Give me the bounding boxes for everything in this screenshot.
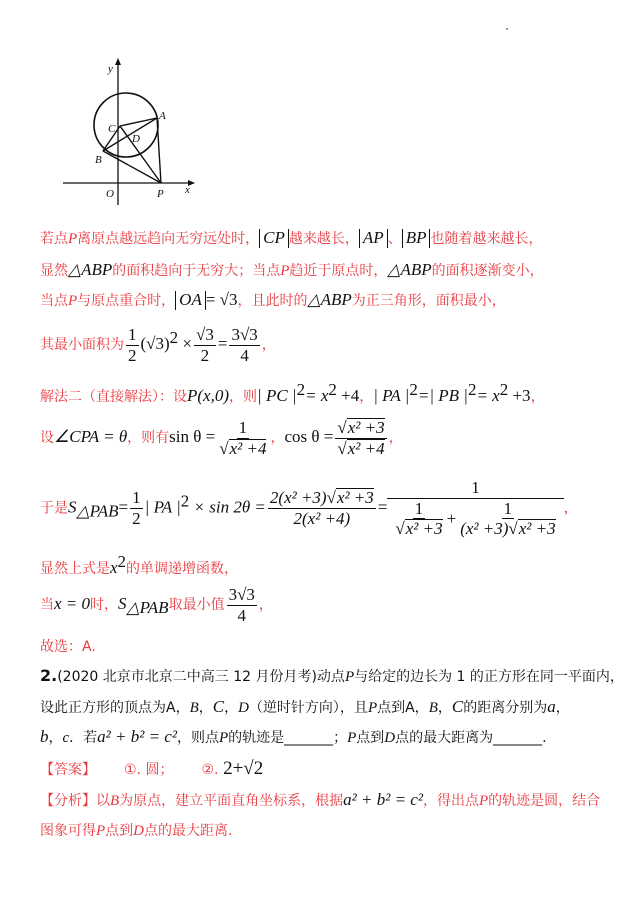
exponent: 2 bbox=[296, 380, 306, 399]
text: 点的最大距离为_______. bbox=[395, 730, 547, 746]
math: | PA | bbox=[144, 497, 181, 517]
text: （逆时针方向），且 bbox=[248, 700, 368, 716]
math: S bbox=[68, 497, 77, 517]
label-b: B bbox=[95, 154, 102, 166]
text: 点到A， bbox=[377, 700, 429, 716]
text: 当 bbox=[40, 597, 54, 614]
var: D bbox=[238, 700, 249, 716]
triangle-abp: △ABP bbox=[68, 260, 113, 279]
radicand: x² +3 bbox=[336, 488, 374, 508]
text: 趋近于原点时， bbox=[289, 263, 388, 279]
math: = x bbox=[305, 385, 329, 405]
text: ， bbox=[359, 388, 374, 405]
math: x bbox=[110, 557, 118, 577]
exponent: 2 bbox=[180, 491, 190, 511]
text: 的面积逐渐变小， bbox=[431, 263, 544, 279]
radicand: x² +3 bbox=[347, 418, 385, 437]
question2-line1 bbox=[40, 666, 624, 686]
math: =| PB | bbox=[417, 385, 468, 405]
text: 与给定的边长为 1 的正方形在同一平面内， bbox=[354, 669, 624, 685]
text: ， bbox=[563, 500, 578, 517]
text: 离原点越远趋向无穷远处时， bbox=[77, 231, 260, 247]
math: cos θ = bbox=[284, 427, 334, 447]
text: ，则点 bbox=[176, 730, 219, 746]
para1-line2 bbox=[40, 260, 544, 280]
question2-line2 bbox=[40, 697, 570, 717]
method2-line1 bbox=[40, 380, 545, 406]
text: 当点 bbox=[40, 293, 68, 309]
var-p: P bbox=[68, 231, 78, 247]
para1-line1 bbox=[40, 228, 542, 248]
math: P(x,0) bbox=[187, 385, 230, 405]
triangle-abp: △ABP bbox=[387, 260, 432, 279]
method2-conclusion bbox=[40, 636, 96, 656]
text: 越来越长， bbox=[288, 231, 359, 247]
numerator: 3√3 bbox=[228, 585, 255, 604]
method2-line3 bbox=[40, 478, 578, 539]
numerator: 1 bbox=[387, 478, 563, 499]
numerator: 1 bbox=[238, 418, 248, 438]
text: 以 bbox=[96, 793, 110, 809]
subscript: △PAB bbox=[126, 597, 169, 617]
var: B bbox=[110, 793, 120, 809]
text: ， bbox=[437, 700, 452, 716]
para1-line3 bbox=[40, 290, 506, 310]
label-c: C bbox=[108, 123, 116, 135]
math: a² + b² = c² bbox=[97, 727, 177, 746]
denominator: 2 bbox=[200, 345, 210, 365]
var: P bbox=[218, 730, 229, 746]
var: b bbox=[40, 727, 49, 746]
text: ．若 bbox=[69, 730, 98, 746]
var: P bbox=[347, 730, 357, 746]
var-p: P bbox=[280, 263, 290, 279]
text: ， bbox=[270, 430, 285, 447]
numerator: 3√3 bbox=[231, 325, 258, 344]
math: a² + b² = c² bbox=[343, 790, 423, 809]
var: D bbox=[384, 730, 396, 746]
fraction bbox=[389, 478, 561, 539]
math: = bbox=[217, 334, 228, 354]
radicand: x² +3 bbox=[405, 519, 443, 539]
label-p: P bbox=[157, 188, 164, 200]
text: ， bbox=[530, 388, 545, 405]
text: ， bbox=[261, 337, 276, 354]
math: = bbox=[118, 497, 129, 517]
var: D bbox=[133, 823, 145, 839]
math: = x bbox=[476, 385, 500, 405]
answer-2-label: ②. bbox=[201, 762, 219, 778]
var: a bbox=[547, 697, 556, 716]
text: 的轨迹是圆，结合 bbox=[488, 793, 601, 809]
var: B bbox=[189, 700, 199, 716]
analysis-line2 bbox=[40, 820, 232, 840]
fraction: $\frac{1}{\text{(x² +3)√x² +3}}$ bbox=[460, 498, 556, 539]
fraction: $\frac{1}{\text{√x² +4}}$ bbox=[219, 418, 267, 458]
exponent: 2 bbox=[467, 380, 477, 399]
question-number: 2. bbox=[40, 666, 58, 685]
answer-label: 【答案】 bbox=[40, 762, 96, 778]
var: P bbox=[367, 700, 378, 716]
method2-line5 bbox=[40, 585, 273, 625]
analysis-label: 【分析】 bbox=[40, 793, 96, 809]
math: (√3) bbox=[140, 334, 170, 354]
label-a: A bbox=[159, 110, 166, 122]
math: × bbox=[178, 334, 192, 354]
text: ， bbox=[258, 597, 273, 614]
math: × sin 2θ = bbox=[189, 497, 266, 517]
fraction bbox=[126, 325, 139, 365]
text: 于是 bbox=[40, 500, 68, 517]
abs-bp: BP bbox=[402, 229, 431, 248]
text: ， bbox=[48, 730, 63, 746]
numerator: 1 bbox=[503, 498, 513, 518]
numerator: √3 bbox=[196, 325, 214, 344]
method2-line4 bbox=[40, 552, 238, 578]
math: | PA | bbox=[373, 385, 410, 405]
math: = √3 bbox=[205, 290, 238, 309]
var: B bbox=[428, 700, 438, 716]
text: ， bbox=[388, 430, 403, 447]
method2-line2 bbox=[40, 418, 403, 458]
abs-ap: AP bbox=[359, 229, 388, 248]
math: 2(x² +3) bbox=[269, 488, 327, 508]
math: = bbox=[377, 497, 388, 517]
var: C bbox=[451, 697, 464, 716]
math: (x² +3) bbox=[460, 519, 509, 539]
exponent: 2 bbox=[117, 552, 127, 571]
var-p: P bbox=[344, 669, 355, 685]
var: C bbox=[212, 697, 225, 716]
label-x: x bbox=[185, 184, 190, 196]
text: ，则 bbox=[229, 388, 258, 405]
math: S bbox=[118, 594, 127, 614]
radicand: x² +3 bbox=[518, 519, 556, 539]
fraction: $\frac{\text{2(x² +3)√x² +3}}{\text{2(x² +4)}}$ bbox=[269, 488, 374, 528]
numerator: 1 bbox=[132, 488, 141, 508]
para1-line4 bbox=[40, 325, 276, 365]
stray-dot bbox=[506, 28, 508, 30]
abs-cp: CP bbox=[259, 229, 289, 248]
text: 取最小值 bbox=[168, 597, 225, 614]
exponent: 2 bbox=[169, 328, 179, 348]
text: 点到 bbox=[105, 823, 134, 839]
label-o: O bbox=[106, 188, 114, 200]
exponent: 2 bbox=[409, 380, 418, 399]
math: ∠CPA = θ bbox=[54, 427, 128, 447]
text: 设此正方形的顶点为A， bbox=[40, 700, 190, 716]
text: 的单调递增函数， bbox=[126, 560, 239, 577]
radicand: x² +4 bbox=[347, 438, 385, 458]
text: 为正三角形，面积最小， bbox=[351, 293, 506, 309]
numerator: 1 bbox=[128, 325, 137, 344]
text: 其最小面积为 bbox=[40, 337, 124, 354]
answer-2-value: 2+√2 bbox=[223, 758, 264, 779]
text: 的面积趋向于无穷大；当点 bbox=[112, 263, 281, 279]
text: 点到 bbox=[356, 730, 385, 746]
text: 的轨迹是_______； bbox=[228, 730, 348, 746]
answer-line bbox=[40, 758, 263, 780]
fraction bbox=[194, 325, 216, 365]
fraction bbox=[130, 488, 143, 528]
text: ，则有 bbox=[127, 430, 170, 447]
text: 解法二（直接解法）：设 bbox=[40, 388, 187, 405]
text: 的距离分别为 bbox=[463, 700, 548, 716]
fraction bbox=[227, 585, 257, 625]
fraction: $\frac{1}{\text{√x² +3}}$ bbox=[395, 498, 443, 539]
var-p: P bbox=[68, 293, 78, 309]
text: 显然 bbox=[40, 263, 68, 279]
exponent: 2 bbox=[328, 380, 337, 399]
question2-line3 bbox=[40, 727, 547, 747]
radicand: x² +4 bbox=[229, 438, 267, 458]
label-y: y bbox=[108, 63, 113, 75]
denominator: 2 bbox=[128, 345, 137, 365]
numerator: 1 bbox=[414, 498, 424, 518]
subscript: △PAB bbox=[76, 501, 119, 521]
text: 、 bbox=[387, 231, 402, 247]
math: x = 0 bbox=[54, 594, 91, 614]
text: 点的最大距离. bbox=[144, 823, 233, 839]
exponent: 2 bbox=[499, 380, 509, 399]
text: ，且此时的 bbox=[237, 293, 308, 309]
text: 显然上式是 bbox=[40, 560, 110, 577]
text: 若点 bbox=[40, 231, 68, 247]
text: 时， bbox=[90, 597, 119, 614]
math: + bbox=[446, 508, 457, 528]
denominator: 2(x² +4) bbox=[293, 508, 351, 528]
var: c bbox=[62, 730, 70, 746]
analysis-line1 bbox=[40, 790, 600, 810]
label-d: D bbox=[132, 133, 140, 145]
text: (2020 北京市北京二中高三 12 月份月考)动点 bbox=[57, 669, 345, 685]
math: +4 bbox=[336, 385, 360, 405]
fraction: $\frac{\text{√x² +3}}{\text{√x² +4}}$ bbox=[337, 418, 385, 458]
text: 故选：A. bbox=[40, 639, 96, 655]
text: ，得出点 bbox=[422, 793, 479, 809]
text: ， bbox=[198, 700, 213, 716]
var: P bbox=[96, 823, 106, 839]
answer-1: ①. 圆； bbox=[124, 762, 174, 778]
denominator: 4 bbox=[240, 345, 249, 365]
text: 设 bbox=[40, 430, 54, 447]
math: | PC | bbox=[257, 385, 297, 405]
abs-oa: OA bbox=[175, 291, 206, 310]
y-axis-arrow bbox=[115, 58, 121, 65]
denominator: 2 bbox=[132, 508, 141, 528]
text: 图象可得 bbox=[40, 823, 96, 839]
var: P bbox=[478, 793, 489, 809]
text: ， bbox=[224, 700, 239, 716]
text: ， bbox=[555, 700, 570, 716]
text: 与原点重合时， bbox=[77, 293, 176, 309]
math: +3 bbox=[508, 385, 531, 405]
triangle-abp: △ABP bbox=[307, 290, 352, 309]
geometry-figure bbox=[58, 55, 208, 205]
math: sin θ = bbox=[169, 427, 216, 447]
text: 为原点，建立平面直角坐标系，根据 bbox=[119, 793, 344, 809]
text: 也随着越来越长， bbox=[430, 231, 543, 247]
fraction bbox=[229, 325, 259, 365]
denominator: 4 bbox=[237, 605, 246, 625]
